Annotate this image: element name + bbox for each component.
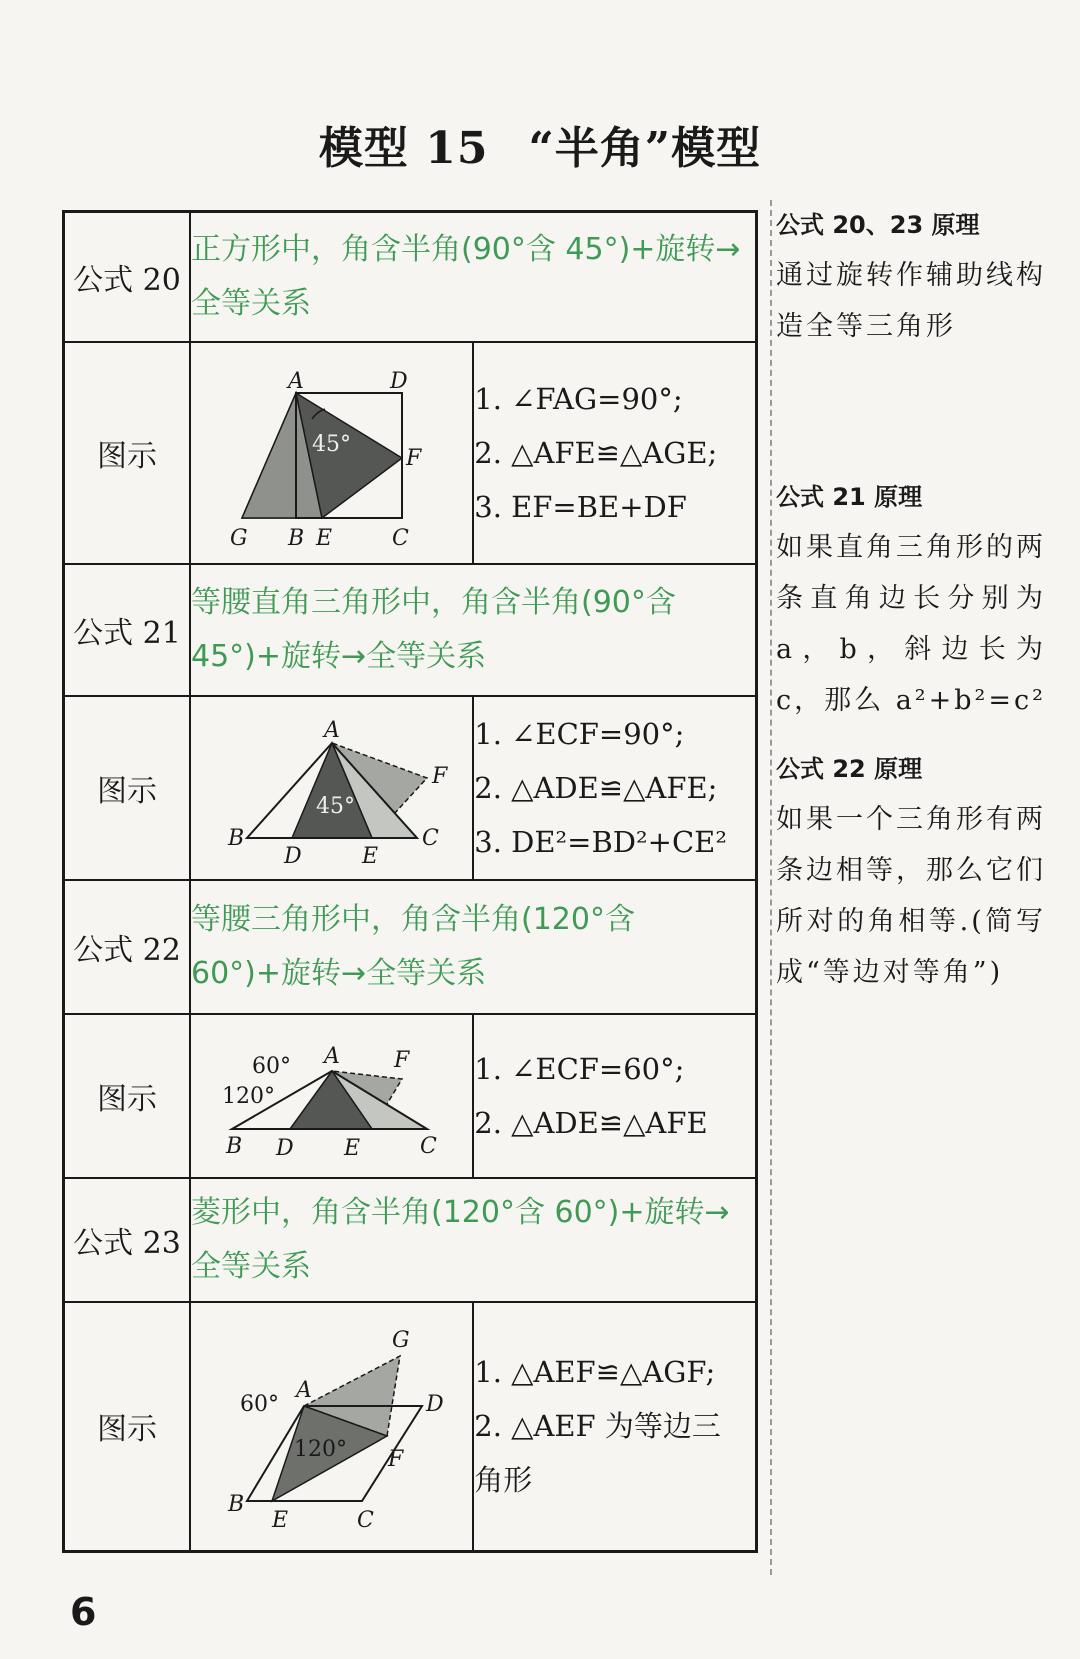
vertex-label: F <box>405 445 421 471</box>
conclusion-item: 1. ∠ECF=90°; <box>474 716 685 751</box>
figure-row <box>64 342 757 564</box>
conclusion-item: 3. EF=BE+DF <box>474 489 687 524</box>
vertex-label: C <box>391 525 409 551</box>
dashed-divider <box>770 200 772 1575</box>
principle-heading: 公式 22 原理 <box>776 755 923 783</box>
vertex-label: B <box>225 1133 242 1159</box>
isosceles-120-figure <box>212 1021 452 1171</box>
figure-cell <box>190 1014 473 1178</box>
title-sub: “半角”模型 <box>528 123 762 174</box>
vertex-label: B <box>227 825 244 851</box>
conclusion-item: 1. ∠ECF=60°; <box>474 1051 685 1086</box>
formula-description: 等腰三角形中，角含半角(120°含 60°)+旋转→全等关系 <box>190 880 757 1014</box>
angle-label: 120° <box>293 1437 347 1463</box>
figure-row <box>64 1014 757 1178</box>
vertex-label: A <box>323 717 340 743</box>
angle-label: 45° <box>311 431 351 457</box>
principle-heading: 公式 20、23 原理 <box>776 211 980 239</box>
formula-label: 公式 22 <box>64 880 191 1014</box>
conclusion-item: 2. △AFE≌△AGE; <box>474 435 718 470</box>
conclusions <box>473 1014 756 1178</box>
vertex-label: F <box>393 1047 409 1073</box>
vertex-label: E <box>271 1508 288 1534</box>
figure-row <box>64 696 757 880</box>
conclusions <box>473 696 756 880</box>
principle-body: 如果一个三角形有两条边相等，那么它们所对的角相等.(简写成“等边对等角”) <box>776 804 1046 988</box>
vertex-label: G <box>229 525 248 551</box>
figure-row <box>64 1302 757 1552</box>
principles-sidebar <box>776 200 1046 1016</box>
formula-label: 公式 20 <box>64 212 191 342</box>
angle-label: 45° <box>315 793 355 819</box>
principle-body: 如果直角三角形的两条直角边长分别为 a，b，斜边长为 c，那么 a²+b²=c² <box>776 532 1046 716</box>
conclusion-item: 2. △ADE≌△AFE <box>474 1105 708 1140</box>
figure-label: 图示 <box>64 342 191 564</box>
figure-label: 图示 <box>64 1302 191 1552</box>
title-main: 模型 15 <box>318 123 489 174</box>
formula-label: 公式 23 <box>64 1178 191 1302</box>
vertex-label: G <box>391 1328 410 1354</box>
vertex-label: D <box>283 843 302 869</box>
figure-label: 图示 <box>64 1014 191 1178</box>
figure-cell <box>190 342 473 564</box>
rhombus-figure <box>212 1311 452 1541</box>
angle-label: 60° <box>251 1053 291 1079</box>
figure-label: 图示 <box>64 696 191 880</box>
principle-section <box>776 472 1046 726</box>
principle-section <box>776 744 1046 998</box>
formula-row <box>64 212 757 342</box>
formula-table <box>62 210 758 1553</box>
vertex-label: C <box>421 825 439 851</box>
vertex-label: F <box>387 1447 403 1473</box>
formula-description: 等腰直角三角形中，角含半角(90°含 45°)+旋转→全等关系 <box>190 564 757 696</box>
formula-description: 正方形中，角含半角(90°含 45°)+旋转→全等关系 <box>190 212 757 342</box>
conclusion-item: 1. ∠FAG=90°; <box>474 381 683 416</box>
vertex-label: D <box>275 1135 294 1161</box>
principle-heading: 公式 21 原理 <box>776 483 923 511</box>
vertex-label: F <box>431 763 447 789</box>
figure-cell <box>190 1302 473 1552</box>
formula-description: 菱形中，角含半角(120°含 60°)+旋转→全等关系 <box>190 1178 757 1302</box>
page-number: 6 <box>70 1590 97 1634</box>
conclusion-item: 3. DE²=BD²+CE² <box>474 824 727 859</box>
conclusion-item: 角形 <box>474 1463 533 1498</box>
angle-label: 120° <box>221 1083 275 1109</box>
conclusion-item: 1. △AEF≌△AGF; <box>474 1355 716 1390</box>
figure-cell <box>190 696 473 880</box>
vertex-label: D <box>425 1392 444 1418</box>
vertex-label: A <box>323 1043 340 1069</box>
vertex-label: E <box>343 1135 360 1161</box>
vertex-label: D <box>389 368 408 394</box>
page-title <box>0 112 1080 176</box>
vertex-label: C <box>356 1508 374 1534</box>
conclusion-item: 2. △AEF 为等边三 <box>474 1409 721 1444</box>
conclusions <box>473 1302 756 1552</box>
principle-section <box>776 200 1046 352</box>
angle-label: 60° <box>239 1392 279 1418</box>
principle-body: 通过旋转作辅助线构造全等三角形 <box>776 260 1046 342</box>
vertex-label: E <box>315 525 332 551</box>
vertex-label: E <box>361 843 378 869</box>
vertex-label: C <box>419 1133 437 1159</box>
formula-row <box>64 564 757 696</box>
square-half-angle-figure <box>212 353 452 553</box>
formula-label: 公式 21 <box>64 564 191 696</box>
vertex-label: B <box>287 525 304 551</box>
formula-row <box>64 1178 757 1302</box>
vertex-label: A <box>295 1378 312 1404</box>
vertex-label: B <box>227 1492 244 1518</box>
formula-row <box>64 880 757 1014</box>
conclusion-item: 2. △ADE≌△AFE; <box>474 770 718 805</box>
conclusions <box>473 342 756 564</box>
isosceles-right-figure <box>212 703 452 873</box>
vertex-label: A <box>287 368 304 394</box>
